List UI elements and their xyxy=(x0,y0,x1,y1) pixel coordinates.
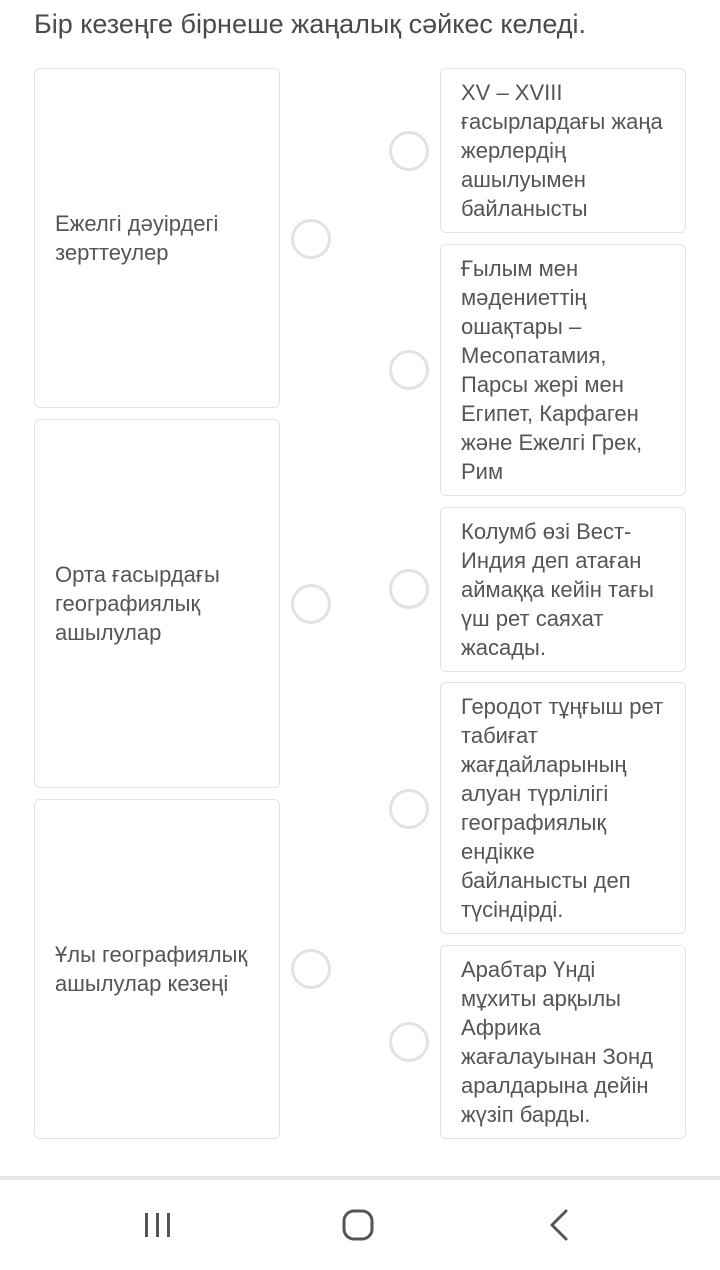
recent-apps-button[interactable] xyxy=(98,1180,218,1270)
left-item-medieval xyxy=(34,419,280,788)
right-item-3 xyxy=(440,507,686,672)
right-item-2-radio[interactable] xyxy=(389,350,429,390)
right-item-label: Ғылым мен мәдениеттің ошақтары – Месопатамия, Парсы жері мен Египет, Карфаген және Ежелгі Грек, Рим xyxy=(461,256,643,484)
right-item-label: XV – XVIII ғасырлардағы жаңа жерлердің ашылуымен байланысты xyxy=(461,80,663,221)
right-item-4 xyxy=(440,682,686,934)
system-navigation-bar xyxy=(0,1176,720,1270)
left-item-great-discoveries xyxy=(34,799,280,1139)
right-item-5-radio[interactable] xyxy=(389,1022,429,1062)
right-item-2 xyxy=(440,244,686,496)
right-item-label: Колумб өзі Вест-Индия деп атаған аймаққа кейін тағы үш рет саяхат жасады. xyxy=(461,519,654,660)
right-item-label: Арабтар Үнді мұхиты арқылы Африка жағалауынан Зонд аралдарына дейін жүзіп барды. xyxy=(461,957,654,1127)
home-button[interactable] xyxy=(298,1180,418,1270)
left-item-great-discoveries-radio[interactable] xyxy=(291,949,331,989)
question-instruction: Бір кезеңге бірнеше жаңалық сәйкес келеді. xyxy=(34,9,587,39)
back-button[interactable] xyxy=(500,1180,620,1270)
right-item-4-radio[interactable] xyxy=(389,789,429,829)
right-item-5 xyxy=(440,945,686,1139)
right-item-label: Геродот тұңғыш рет табиғат жағдайларының алуан түрлілігі географиялық ендікке байланысты деп түсіндірді. xyxy=(461,694,664,922)
back-icon xyxy=(540,1205,580,1245)
right-item-1 xyxy=(440,68,686,233)
right-item-1-radio[interactable] xyxy=(389,131,429,171)
left-item-ancient-radio[interactable] xyxy=(291,219,331,259)
left-item-medieval-radio[interactable] xyxy=(291,584,331,624)
recent-apps-icon xyxy=(138,1205,178,1245)
home-icon xyxy=(338,1205,378,1245)
left-item-label: Ежелгі дәуірдегі зерттеулер xyxy=(55,211,219,265)
left-item-label: Ұлы географиялық ашылулар кезеңі xyxy=(55,942,248,996)
right-item-3-radio[interactable] xyxy=(389,569,429,609)
left-item-ancient xyxy=(34,68,280,408)
left-item-label: Орта ғасырдағы географиялық ашылулар xyxy=(55,562,220,645)
